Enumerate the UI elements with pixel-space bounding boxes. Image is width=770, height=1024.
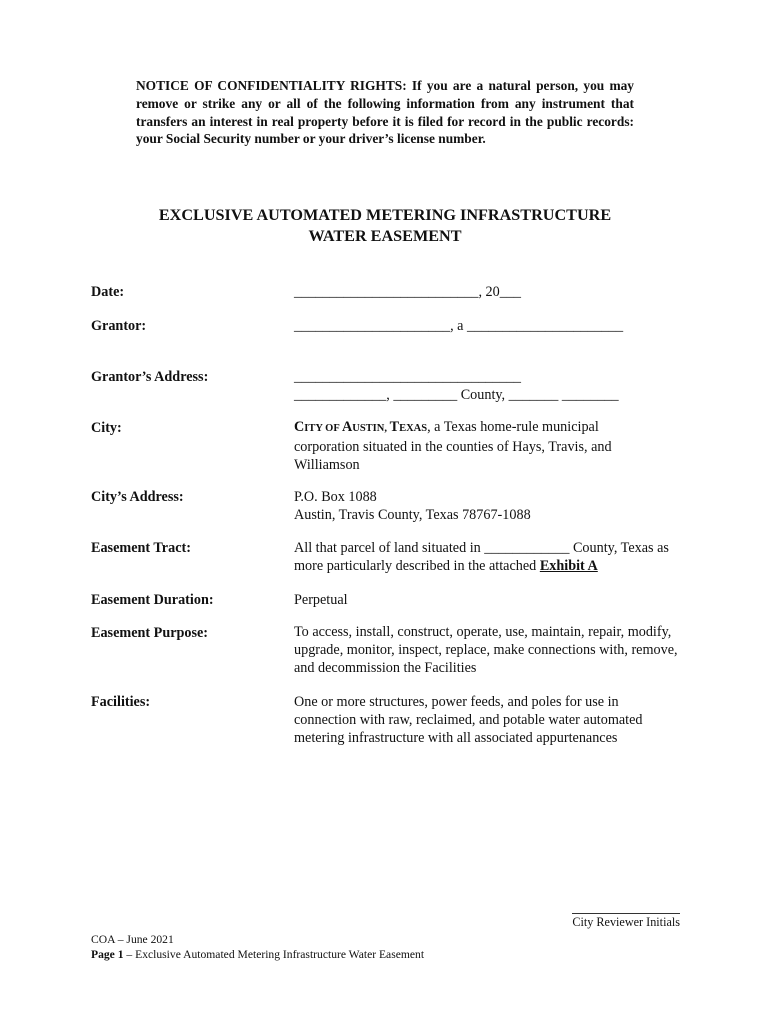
footer-revision: COA – June 2021: [91, 933, 174, 946]
city-address-label: City’s Address:: [91, 489, 184, 505]
easement-purpose-value: To access, install, construct, operate, use, maintain, repair, modify, upgrade, monitor, inspect, replace, make connections with, remove, and decommission the Facilities: [294, 624, 678, 677]
city-description: , a Texas home-rule municipal corporation situated in the counties of Hays, Travis, and Williamson: [294, 419, 612, 474]
confidentiality-notice: NOTICE OF CONFIDENTIALITY RIGHTS: If you are a natural person, you may remove or strike any or all of the following information from any instrument that transfers an interest in real property before it is filed for record in the public records: your Social Security number or your driver’s license number.: [136, 78, 634, 147]
city-value: [294, 418, 644, 475]
page-footer: [91, 932, 424, 962]
grantor-address-label: Grantor’s Address:: [91, 369, 209, 385]
easement-purpose-label: Easement Purpose:: [91, 625, 209, 641]
page-number: Page 1: [91, 948, 124, 961]
grantor-label: Grantor:: [91, 318, 147, 334]
document-title: [100, 205, 670, 247]
date-label: Date:: [91, 284, 125, 300]
footer-page-line: [91, 947, 424, 962]
city-address-value: [294, 488, 714, 524]
facilities-label: Facilities:: [91, 694, 151, 710]
footer-document-name: – Exclusive Automated Metering Infrastructure Water Easement: [123, 948, 425, 961]
easement-tract-text: All that parcel of land situated in ____________ County, Texas as more particularly described in the attached: [294, 540, 669, 575]
title-line-1: EXCLUSIVE AUTOMATED METERING INFRASTRUCTURE: [158, 206, 612, 224]
city-label: City:: [91, 420, 122, 436]
title-line-2: WATER EASEMENT: [308, 227, 462, 245]
easement-tract-value: [294, 539, 694, 575]
easement-duration-label: Easement Duration:: [91, 592, 214, 608]
reviewer-initials-line: [572, 913, 680, 914]
city-name: CITY OF AUSTIN, TEXAS: [294, 419, 428, 435]
grantor-value: ______________________, a ______________________: [294, 318, 624, 334]
grantor-address-line-1: ________________________________: [294, 369, 521, 385]
grantor-address-line-2: _____________, _________ County, _______ ________: [294, 387, 619, 404]
easement-tract-label: Easement Tract:: [91, 540, 191, 556]
reviewer-initials-label: City Reviewer Initials: [572, 915, 680, 929]
city-address-line-2: Austin, Travis County, Texas 78767-1088: [294, 507, 531, 524]
easement-duration-value: Perpetual: [294, 592, 348, 608]
date-value: __________________________, 20___: [294, 284, 521, 300]
city-address-line-1: P.O. Box 1088: [294, 489, 377, 505]
exhibit-a-reference: Exhibit A: [539, 558, 598, 575]
facilities-value: One or more structures, power feeds, and poles for use in connection with raw, reclaimed, and potable water automated metering infrastructure with all associated appurtenances: [294, 694, 643, 747]
grantor-address-value: [294, 368, 714, 404]
